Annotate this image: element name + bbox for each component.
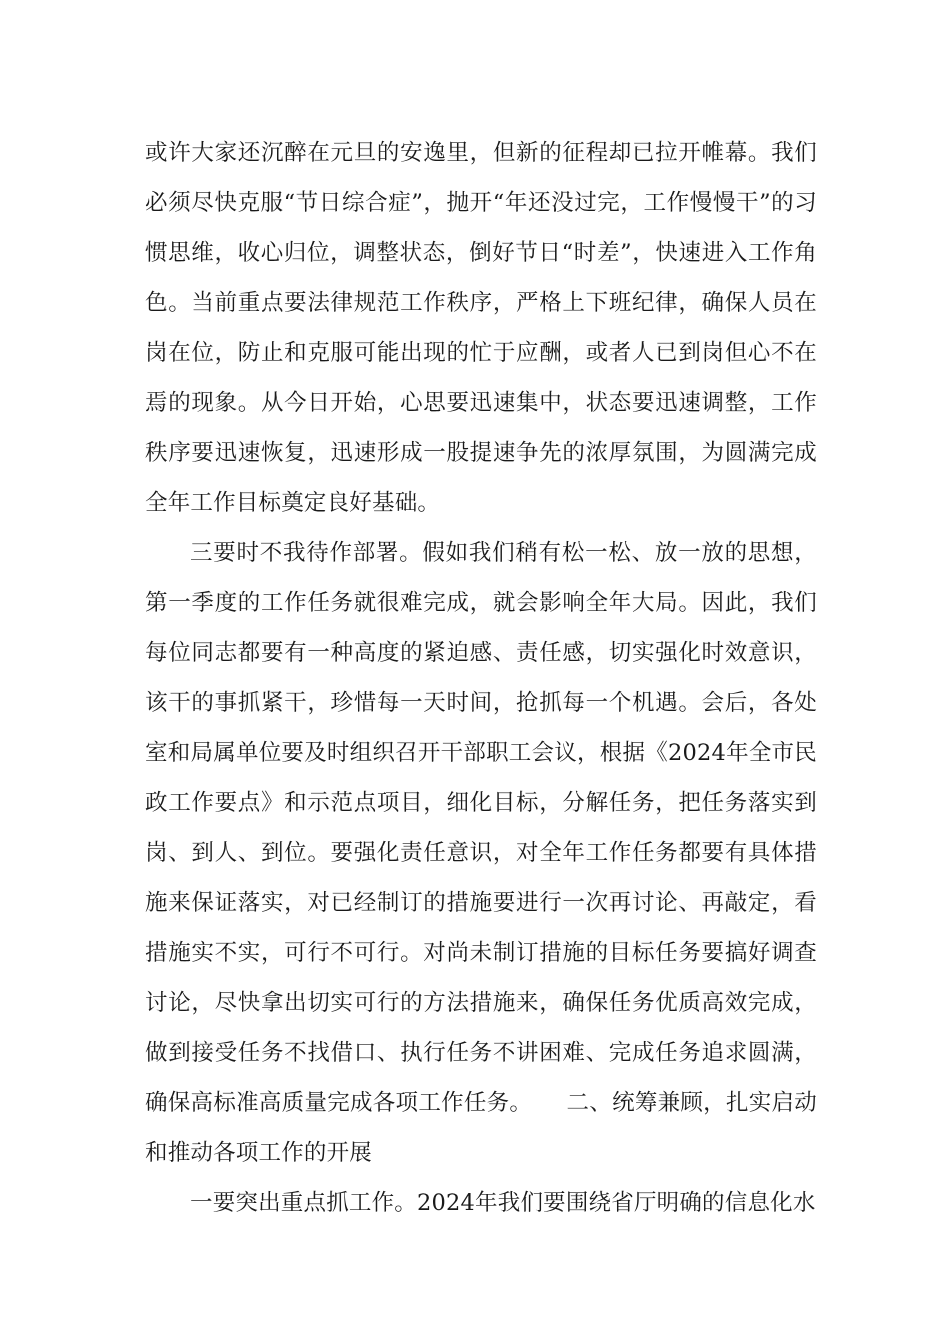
paragraph-2: 三要时不我待作部署。假如我们稍有松一松、放一放的思想，第一季度的工作任务就很难完成，就会影响全年大局。因此，我们每位同志都要有一种高度的紧迫感、责任感，切实强化时效意识，该干的事抓紧干，珍惜每一天时间，抢抓每一个机遇。会后，各处室和局属单位要及时组织召开干部职工会议，根据《2024年全市民政工作要点》和示范点项目，细化目标，分解任务，把任务落实到岗、到人、到位。要强化责任意识，对全年工作任务都要有具体措施来保证落实，对已经制订的措施要进行一次再讨论、再敲定，看措施实不实，可行不可行。对尚未制订措施的目标任务要搞好调查讨论，尽快拿出切实可行的方法措施来，确保任务优质高效完成，做到接受任务不找借口、执行任务不讲困难、完成任务追求圆满，确保高标准高质量完成各项工作任务。 二、统筹兼顾，扎实启动和推动各项工作的开展 bbox=[145, 540, 817, 1166]
paragraph-1: 或许大家还沉醉在元旦的安逸里，但新的征程却已拉开帷幕。我们必须尽快克服“节日综合症”，抛开“年还没过完，工作慢慢干”的习惯思维，收心归位，调整状态，倒好节日“时差”，快速进入工作角色。当前重点要法律规范工作秩序，严格上下班纪律，确保人员在岗在位，防止和克服可能出现的忙于应酬，或者人已到岗但心不在焉的现象。从今日开始，心思要迅速集中，状态要迅速调整，工作秩序要迅速恢复，迅速形成一股提速争先的浓厚氛围，为圆满完成全年工作目标奠定良好基础。 bbox=[145, 140, 817, 516]
document-body bbox=[145, 128, 817, 1228]
paragraph-3: 一要突出重点抓工作。2024年我们要围绕省厅明确的信息化水 bbox=[190, 1190, 816, 1216]
